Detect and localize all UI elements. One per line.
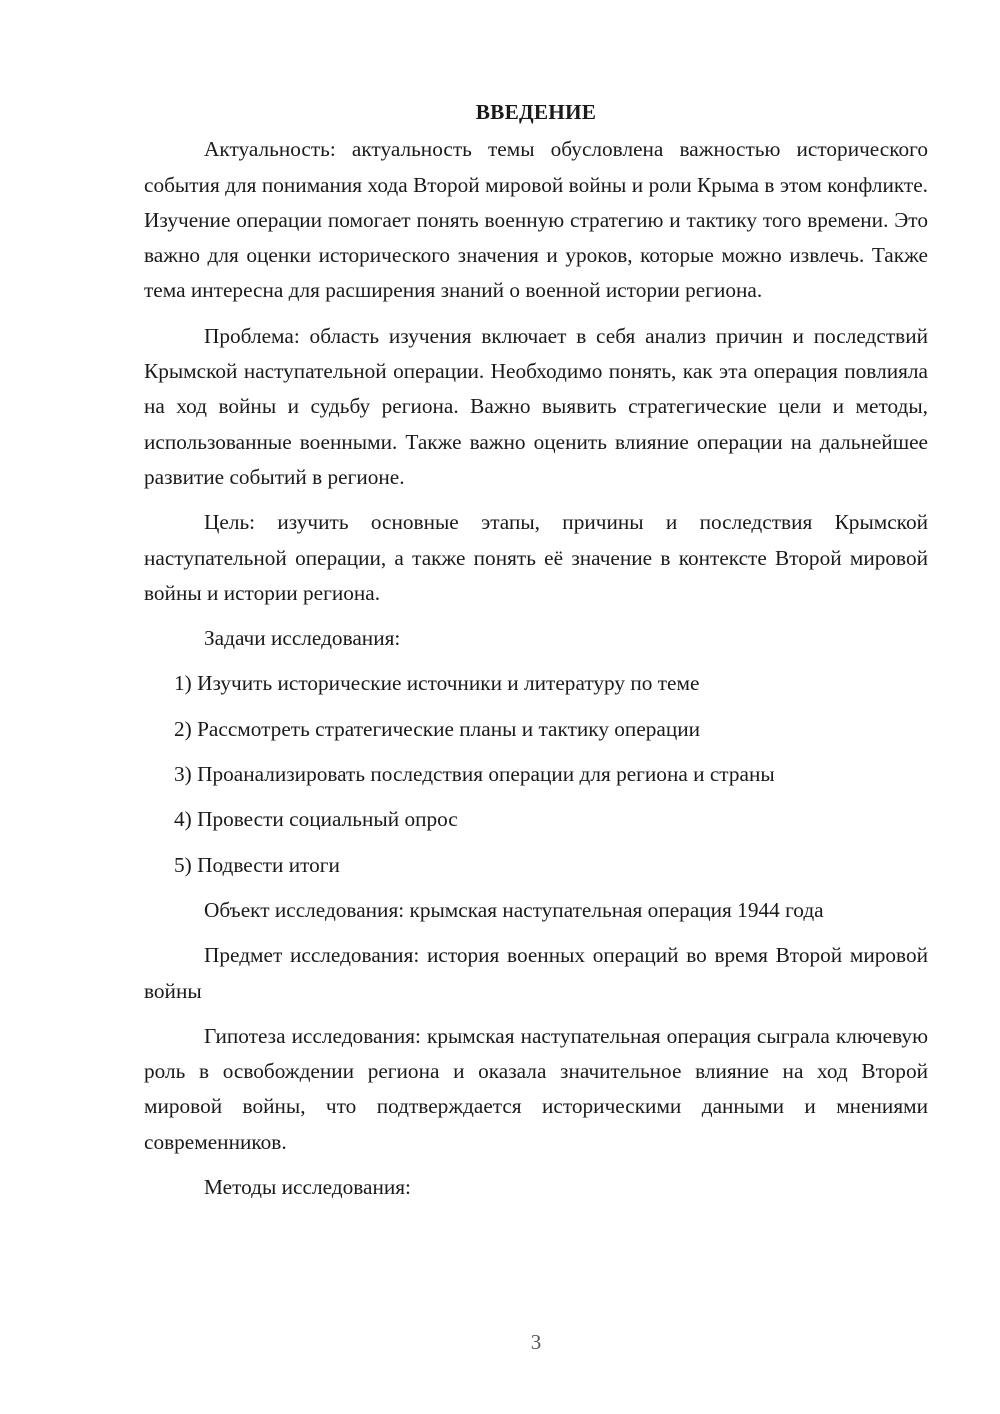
page-title: ВВЕДЕНИЕ <box>475 100 597 124</box>
document-page <box>144 95 928 1215</box>
paragraph-subject: Предмет исследования: история военных операций во время Второй мировой войны <box>144 943 928 1003</box>
list-item: 5) Подвести итоги <box>174 852 340 877</box>
tasks-heading: Задачи исследования: <box>204 626 401 651</box>
list-item: 2) Рассмотреть стратегические планы и тактику операции <box>174 716 701 741</box>
paragraph-relevance: Актуальность: актуальность темы обусловлена важностью исторического события для понимания хода Второй мировой войны и роли Крыма в этом конфликте. Изучение операции помогает понять военную стратегию и тактику того времени. Это важно для оценки исторического значения и уроков, которые можно извлечь. Также тема интересна для расширения знаний о военной истории региона. <box>144 137 928 303</box>
paragraph-hypothesis: Гипотеза исследования: крымская наступательная операция сыграла ключевую роль в освобождении региона и оказала значительное влияние на ход Второй мировой войны, что подтверждается историческими данными и мнениями современников. <box>144 1023 928 1154</box>
page-number: 3 <box>530 1330 542 1354</box>
list-item: 4) Провести социальный опрос <box>174 807 458 832</box>
paragraph-goal: Цель: изучить основные этапы, причины и последствия Крымской наступательной операции, а также понять её значение в контексте Второй мировой войны и истории региона. <box>144 510 928 605</box>
list-item: 1) Изучить исторические источники и литературу по теме <box>174 671 700 696</box>
tasks-list <box>144 666 928 882</box>
list-item: 3) Проанализировать последствия операции для региона и страны <box>174 762 775 787</box>
paragraph-object: Объект исследования: крымская наступательная операция 1944 года <box>204 897 824 922</box>
paragraph-problem: Проблема: область изучения включает в себя анализ причин и последствий Крымской наступательной операции. Необходимо понять, как эта операция повлияла на ход войны и судьбу региона. Важно выявить стратегические цели и методы, использованные военными. Также важно оценить влияние операции на дальнейшее развитие событий в регионе. <box>144 323 928 489</box>
paragraph-methods: Методы исследования: <box>204 1175 411 1200</box>
